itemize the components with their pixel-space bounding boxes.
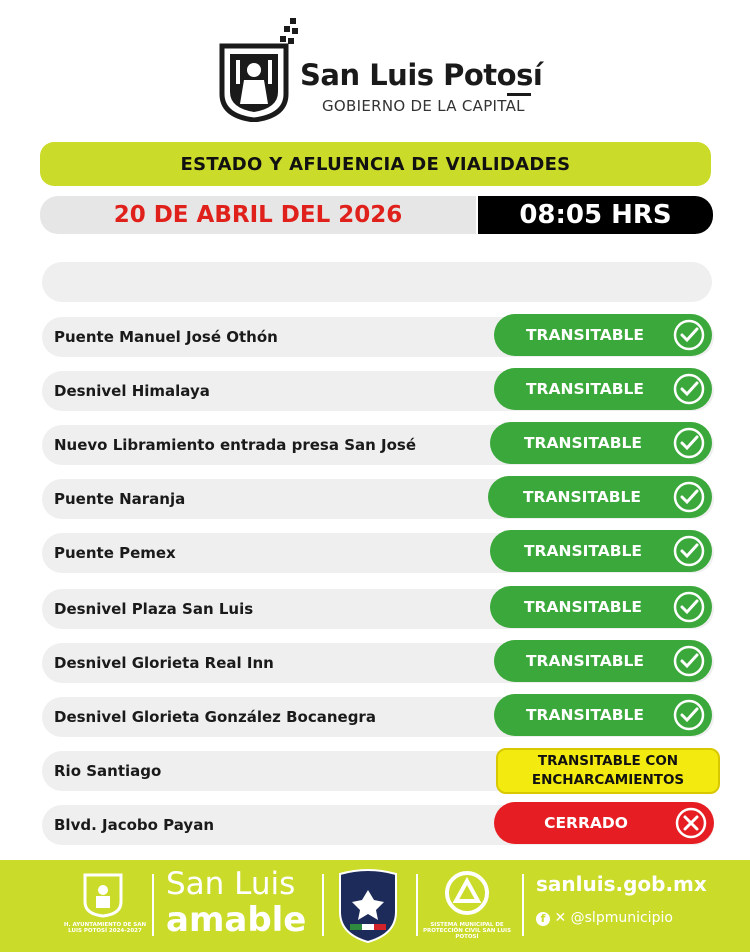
- brand-subtitle: GOBIERNO DE LA CAPITAL: [322, 97, 525, 115]
- footer-divider: [522, 874, 524, 936]
- footer-divider: [416, 874, 418, 936]
- road-row: [42, 751, 714, 791]
- x-circle-icon: [674, 806, 708, 840]
- status-badge: [490, 422, 712, 464]
- check-circle-icon: [672, 426, 706, 460]
- footer-divider: [322, 874, 324, 936]
- status-badge: [496, 748, 720, 794]
- status-label: TRANSITABLE: [525, 380, 645, 398]
- footer-divider: [152, 874, 154, 936]
- check-circle-icon: [672, 698, 706, 732]
- status-badge: [494, 314, 712, 356]
- ayuntamiento-crest-icon: [82, 872, 124, 918]
- status-badge: [494, 368, 712, 410]
- x-icon[interactable]: ✕: [554, 910, 567, 926]
- status-badge: [490, 530, 712, 572]
- amable-line2: amable: [166, 900, 307, 940]
- road-name: Desnivel Glorieta González Bocanegra: [54, 708, 376, 726]
- road-name: Puente Manuel José Othón: [54, 328, 278, 346]
- road-name: Blvd. Jacobo Payan: [54, 816, 215, 834]
- website-link[interactable]: sanluis.gob.mx: [536, 872, 707, 896]
- road-row: [42, 589, 714, 629]
- check-circle-icon: [672, 644, 706, 678]
- status-badge: [494, 802, 714, 844]
- pixel-decoration-icon: [278, 18, 302, 48]
- road-name: Puente Pemex: [54, 544, 176, 562]
- road-name: Desnivel Plaza San Luis: [54, 600, 254, 618]
- road-row: [42, 479, 714, 519]
- road-name: Desnivel Himalaya: [54, 382, 210, 400]
- footer: [0, 860, 750, 952]
- road-row: [42, 371, 714, 411]
- brand-underline: [507, 93, 531, 96]
- status-label: TRANSITABLE: [522, 488, 642, 506]
- empty-row: [42, 262, 712, 302]
- amable-line1: San Luis: [166, 866, 296, 902]
- title-banner: ESTADO Y AFLUENCIA DE VIALIDADES: [40, 142, 711, 186]
- check-circle-icon: [672, 318, 706, 352]
- road-row: [42, 533, 714, 573]
- check-circle-icon: [672, 372, 706, 406]
- road-row: [42, 805, 714, 845]
- social-handle: @slpmunicipio: [570, 910, 673, 926]
- status-label: TRANSITABLE: [525, 706, 645, 724]
- civil-protection-icon: [444, 870, 490, 916]
- status-badge: [490, 586, 712, 628]
- status-label: TRANSITABLE: [523, 542, 643, 560]
- check-circle-icon: [672, 590, 706, 624]
- road-name: Nuevo Libramiento entrada presa San José: [54, 436, 417, 454]
- road-name: Rio Santiago: [54, 762, 162, 780]
- social-links[interactable]: [536, 910, 673, 926]
- facebook-icon[interactable]: f: [536, 912, 550, 926]
- police-badge-icon: [336, 868, 400, 944]
- road-row: [42, 697, 714, 737]
- status-label: TRANSITABLE: [525, 652, 645, 670]
- brand-title: San Luis Potosí: [300, 58, 543, 92]
- report-time: 08:05 HRS: [478, 196, 713, 234]
- road-row: [42, 425, 714, 465]
- road-row: [42, 643, 714, 683]
- report-date: 20 DE ABRIL DEL 2026: [40, 196, 476, 234]
- status-label: TRANSITABLE: [523, 434, 643, 452]
- check-circle-icon: [672, 480, 706, 514]
- status-label: TRANSITABLE CON ENCHARCAMIENTOS: [531, 753, 685, 788]
- proteccion-civil-label: SISTEMA MUNICIPAL DE PROTECCIÓN CIVIL SAN LUIS POTOSÍ: [422, 922, 512, 940]
- status-label: TRANSITABLE: [525, 326, 645, 344]
- status-label: TRANSITABLE: [523, 598, 643, 616]
- ayuntamiento-label: H. AYUNTAMIENTO DE SAN LUIS POTOSÍ 2024-2027: [63, 922, 147, 934]
- road-name: Puente Naranja: [54, 490, 186, 508]
- status-badge: [494, 640, 712, 682]
- city-crest-logo: [218, 40, 290, 122]
- road-name: Desnivel Glorieta Real Inn: [54, 654, 274, 672]
- status-badge: [488, 476, 712, 518]
- status-label: CERRADO: [544, 814, 628, 832]
- check-circle-icon: [672, 534, 706, 568]
- road-row: [42, 317, 714, 357]
- status-badge: [494, 694, 712, 736]
